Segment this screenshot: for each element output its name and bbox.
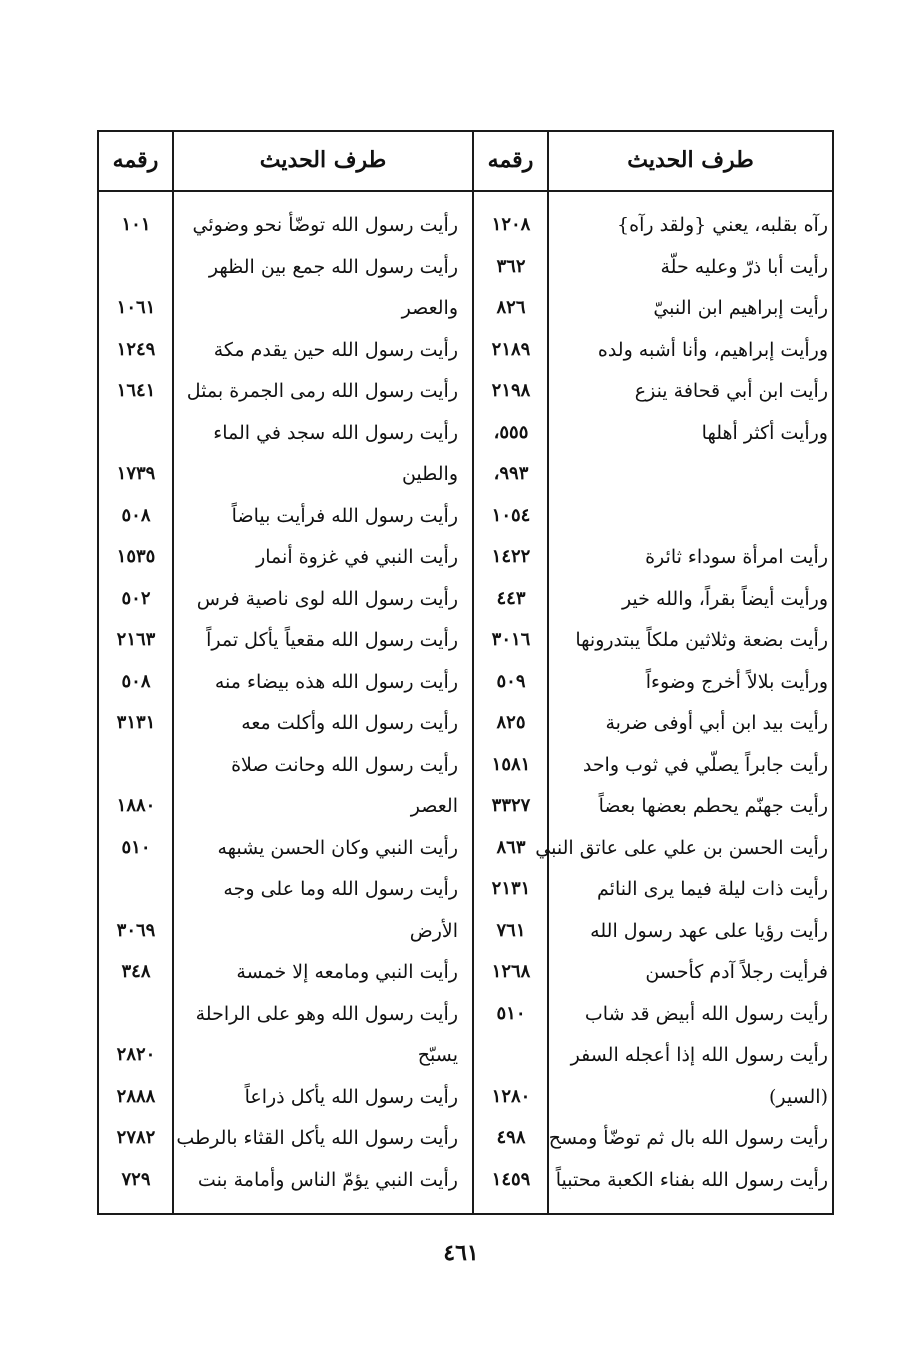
hadith-number: ١٧٣٩ — [116, 463, 156, 484]
hadith-number: ٣٣٢٧ — [491, 795, 531, 816]
hadith-number: ٨٦٣ — [496, 836, 526, 858]
hadith-number: ٢١٦٣ — [116, 629, 156, 650]
hadith-number: ١٢٠٨ — [491, 214, 531, 235]
hadith-number — [476, 1038, 546, 1072]
hadith-text: العصر — [410, 795, 458, 817]
hadith-text: (السير) — [768, 1085, 828, 1108]
hadith-text: رأيت جابراً يصلّي في ثوب واحد — [582, 753, 828, 776]
hadith-text: رأيت النبي وكان الحسن يشبهه — [217, 836, 458, 859]
hadith-text: رأيت الحسن بن علي على عاتق النبي — [535, 836, 828, 859]
hadith-text: يسبّح — [417, 1044, 458, 1066]
hadith-text: رأيت النبي يؤمّ الناس وأمامة بنت — [197, 1168, 458, 1191]
hadith-text: رأيت رسول الله إذا أعجله السفر — [570, 1044, 828, 1066]
hadith-number: ٢١٨٩ — [491, 338, 531, 360]
hadith-text: رأيت رسول الله وحانت صلاة — [231, 753, 458, 776]
page-number: ٤٦١ — [443, 1240, 479, 1266]
hadith-number: ٥٠٨ — [121, 504, 151, 526]
hadith-text: رأيت رسول الله هذه بيضاء منه — [214, 670, 458, 693]
hadith-number — [101, 872, 171, 906]
hadith-text: ورأيت أيضاً بقراً، والله خير — [621, 587, 828, 610]
hadith-text: رأيت رؤيا على عهد رسول الله — [590, 919, 828, 942]
hadith-text — [558, 499, 828, 533]
hadith-number: ١٥٨١ — [491, 753, 531, 775]
hadith-number — [101, 997, 171, 1031]
hadith-text: رأيت رسول الله وما على وجه — [223, 878, 458, 900]
hadith-number: ١٠٦١ — [116, 297, 156, 318]
hadith-number: ١٢٦٨ — [491, 961, 531, 982]
hadith-text — [558, 457, 828, 491]
hadith-number: ٩٩٣، — [493, 463, 529, 484]
hadith-text: رأيت بيد ابن أبي أوفى ضربة — [605, 712, 828, 734]
header-divider — [97, 190, 834, 192]
column-divider — [172, 130, 174, 1215]
hadith-text: رأيت رسول الله أبيض قد شاب — [584, 1002, 828, 1025]
hadith-number: ٤٤٣ — [496, 587, 526, 609]
hadith-text: رأيت النبي ومامعه إلا خمسة — [236, 961, 458, 983]
hadith-number: ١٠٥٤ — [491, 504, 531, 526]
hadith-text: رأيت ابن أبي قحافة ينزع — [634, 380, 828, 402]
hadith-number: ١٨٨٠ — [116, 795, 156, 816]
hadith-number: ٥١٠ — [496, 1002, 526, 1024]
hadith-text: رأيت النبي في غزوة أنمار — [256, 546, 458, 568]
hadith-text: رأيت رسول الله بال ثم توضّأ ومسح — [548, 1127, 828, 1149]
hadith-number: ٨٢٦ — [496, 297, 526, 318]
hadith-text: رأيت إبراهيم ابن النبيّ — [653, 297, 828, 319]
hadith-text: رأيت رسول الله مقعياً يأكل تمراً — [206, 629, 458, 651]
hadith-number: ٢١٩٨ — [491, 380, 531, 401]
hadith-text: رأيت رسول الله لوى ناصية فرس — [196, 587, 458, 610]
hadith-number: ١٠١ — [121, 214, 151, 235]
hadith-text: رأيت رسول الله حين يقدم مكة — [213, 338, 458, 361]
hadith-number: ٥٠٩ — [496, 670, 526, 692]
hadith-text: رأيت رسول الله بفناء الكعبة محتبياً — [555, 1168, 828, 1191]
hadith-text: ورأيت إبراهيم، وأنا أشبه ولده — [597, 338, 828, 361]
hadith-number — [101, 250, 171, 284]
hadith-number: ٣١٣١ — [116, 712, 156, 733]
hadith-text: رأيت أبا ذرّ وعليه حلّة — [660, 255, 828, 278]
hadith-number: ١٤٢٢ — [491, 546, 531, 567]
hadith-number: ١٢٨٠ — [491, 1085, 531, 1107]
hadith-text: رأيت رسول الله فرأيت بياضاً — [231, 504, 458, 527]
hadith-number: ٤٩٨ — [496, 1127, 526, 1148]
hadith-text: ورأيت بلالاً أخرج وضوءاً — [645, 670, 828, 693]
hadith-text: رأيت رسول الله سجد في الماء — [213, 421, 458, 444]
hadith-text: رأيت امرأة سوداء ثائرة — [645, 546, 828, 568]
hadith-number: ٧٦١ — [496, 919, 526, 941]
hadith-text: والعصر — [401, 297, 458, 319]
hadith-number: ٢٧٨٢ — [116, 1127, 156, 1148]
hadith-text: فرأيت رجلاً آدم كأحسن — [645, 961, 828, 983]
hadith-text: رأيت بضعة وثلاثين ملكاً يبتدرونها — [575, 629, 828, 651]
hadith-number: ٣٠١٦ — [491, 629, 531, 650]
header-number-left: رقمه — [112, 147, 159, 173]
hadith-text: رأيت رسول الله يأكل القثاء بالرطب — [176, 1127, 458, 1149]
hadith-text: رأيت رسول الله وأكلت معه — [241, 712, 458, 734]
hadith-text: رأيت رسول الله يأكل ذراعاً — [244, 1085, 458, 1108]
hadith-text: ورأيت أكثر أهلها — [701, 421, 828, 444]
hadith-number: ٥٠٨ — [121, 670, 151, 692]
hadith-text: رأيت ذات ليلة فيما يرى النائم — [597, 878, 828, 900]
hadith-number: ٢١٣١ — [491, 878, 531, 899]
hadith-number: ١٢٤٩ — [116, 338, 156, 360]
header-hadith-right: طرف الحديث — [627, 147, 754, 173]
hadith-text: رأيت رسول الله توضّأ نحو وضوئي — [192, 214, 458, 236]
hadith-number: ٢٨٢٠ — [116, 1044, 156, 1065]
hadith-text: رأيت جهنّم يحطم بعضها بعضاً — [598, 795, 828, 817]
hadith-number: ٣٠٦٩ — [116, 919, 156, 941]
hadith-number — [101, 748, 171, 782]
hadith-text: والطين — [401, 463, 458, 485]
hadith-number: ٢٨٨٨ — [116, 1085, 156, 1107]
hadith-number: ٥٥٥، — [493, 421, 529, 443]
hadith-number — [101, 416, 171, 450]
header-hadith-left: طرف الحديث — [259, 147, 387, 173]
column-divider — [472, 130, 474, 1215]
hadith-number: ١٥٣٥ — [116, 546, 156, 567]
hadith-number: ١٤٥٩ — [491, 1168, 531, 1190]
hadith-number: ٨٢٥ — [496, 712, 526, 733]
hadith-number: ٥١٠ — [121, 836, 151, 858]
hadith-number: ٣٦٢ — [496, 255, 526, 277]
hadith-number: ٥٠٢ — [121, 587, 151, 609]
hadith-text: رأيت رسول الله وهو على الراحلة — [195, 1002, 458, 1025]
column-divider — [547, 130, 549, 1215]
hadith-text: رأيت رسول الله جمع بين الظهر — [208, 255, 458, 278]
hadith-text: رأيت رسول الله رمى الجمرة بمثل — [186, 380, 458, 402]
hadith-text: الأرض — [409, 919, 458, 942]
hadith-number: ١٦٤١ — [116, 380, 156, 401]
hadith-number: ٣٤٨ — [121, 961, 151, 982]
hadith-text: رآه بقلبه، يعني {ولقد رآه} — [617, 214, 828, 236]
header-number-right: رقمه — [487, 147, 534, 173]
hadith-number: ٧٢٩ — [121, 1168, 151, 1190]
